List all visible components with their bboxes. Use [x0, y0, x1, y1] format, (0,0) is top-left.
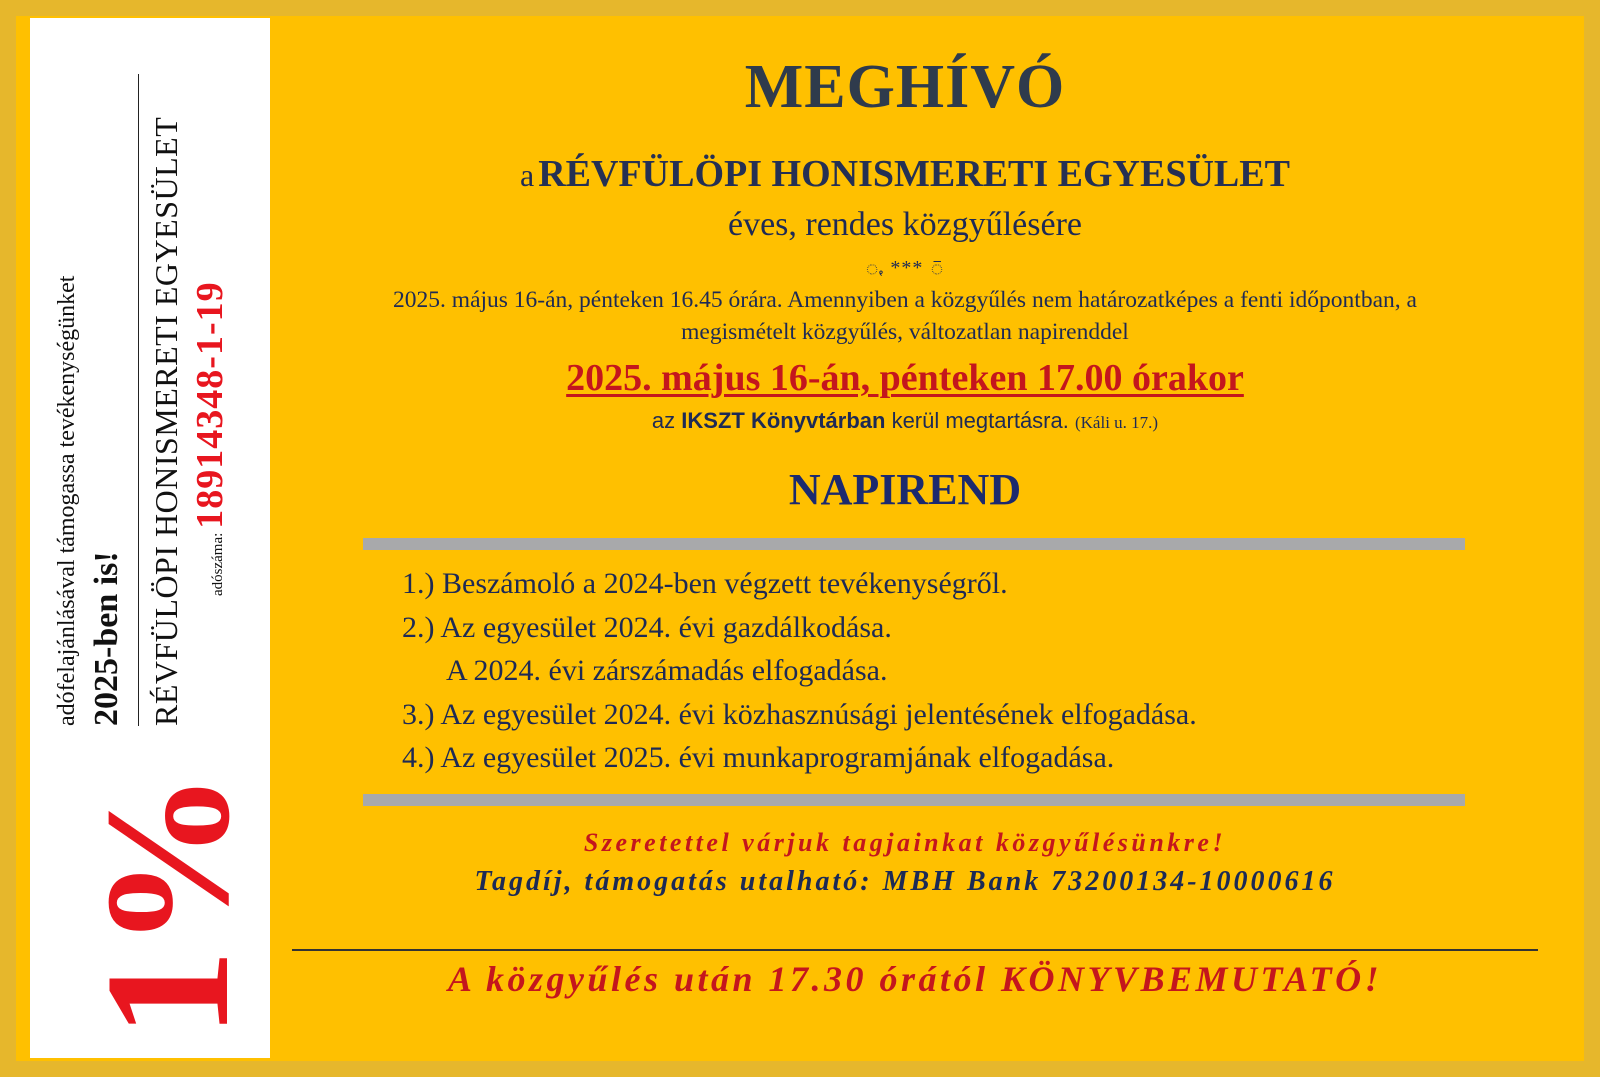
one-percent-label: 1%	[68, 771, 266, 1038]
venue-prefix: az	[651, 408, 676, 433]
agenda-bottom-bar	[363, 794, 1465, 806]
repeated-meeting-date-text: 2025. május 16-án, pénteken 17.00 órakor	[566, 357, 1244, 399]
venue-suffix: kerül megtartásra.	[891, 408, 1069, 433]
donation-text: adófelajánlásával támogassa tevékenységünket	[54, 275, 80, 726]
org-prefix: a	[520, 157, 535, 193]
footer-divider	[292, 949, 1538, 951]
venue-line	[290, 408, 1520, 434]
sidebar-org-name: RÉVFÜLÖPI HONISMERETI EGYESÜLET	[148, 116, 184, 726]
agenda-item: 1.) Beszámoló a 2024-ben végzett tevékenységről.	[402, 567, 1008, 600]
venue-name: IKSZT Könyvtárban	[681, 408, 886, 433]
agenda-item: 3.) Az egyesület 2024. évi közhasznúsági jelentésének elfogadása.	[402, 697, 1197, 731]
agenda-heading: NAPIREND	[788, 465, 1022, 514]
bank-info: Tagdíj, támogatás utalható: MBH Bank 73200134-10000616	[474, 866, 1336, 897]
donation-sidebar-rotated	[30, 18, 270, 1058]
organization-line	[290, 152, 1520, 196]
agenda-item: A 2024. évi zárszámadás elfogadása.	[446, 654, 888, 687]
tax-number: 18914348-1-19	[189, 281, 231, 529]
donation-year: 2025-ben is!	[88, 551, 125, 726]
agenda-top-bar	[363, 538, 1465, 550]
welcome-message: Szeretettel várjuk tagjainkat közgyűlésünkre!	[583, 828, 1227, 857]
repeated-meeting-date	[290, 356, 1520, 400]
agenda-item: 4.) Az egyesület 2025. évi munkaprogramjának elfogadása.	[402, 741, 1115, 774]
book-presentation-notice: A közgyűlés után 17.30 órától KÖNYVBEMUTATÓ!	[447, 959, 1383, 999]
tax-number-label: adószáma:	[210, 532, 226, 596]
meeting-details-paragraph: 2025. május 16-án, pénteken 16.45 órára. Amennyiben a közgyűlés nem határozatképes a fenti időpontban, a megismételt közgyűlés, változatlan napirenddel	[393, 287, 1417, 345]
sidebar-divider	[138, 74, 139, 726]
agenda-item: 2.) Az egyesület 2024. évi gazdálkodása.	[402, 610, 892, 644]
ornament-divider: ꩻ *** ꩼ	[865, 257, 945, 279]
invitation-title: MEGHÍVÓ	[744, 53, 1066, 121]
meeting-subtitle: éves, rendes közgyűlésére	[727, 206, 1082, 243]
donation-sidebar	[30, 18, 270, 1058]
agenda-list	[402, 562, 1197, 780]
venue-address: (Káli u. 17.)	[1074, 413, 1159, 432]
tax-number-line	[188, 281, 232, 596]
org-name: RÉVFÜLÖPI HONISMERETI EGYESÜLET	[538, 153, 1290, 195]
